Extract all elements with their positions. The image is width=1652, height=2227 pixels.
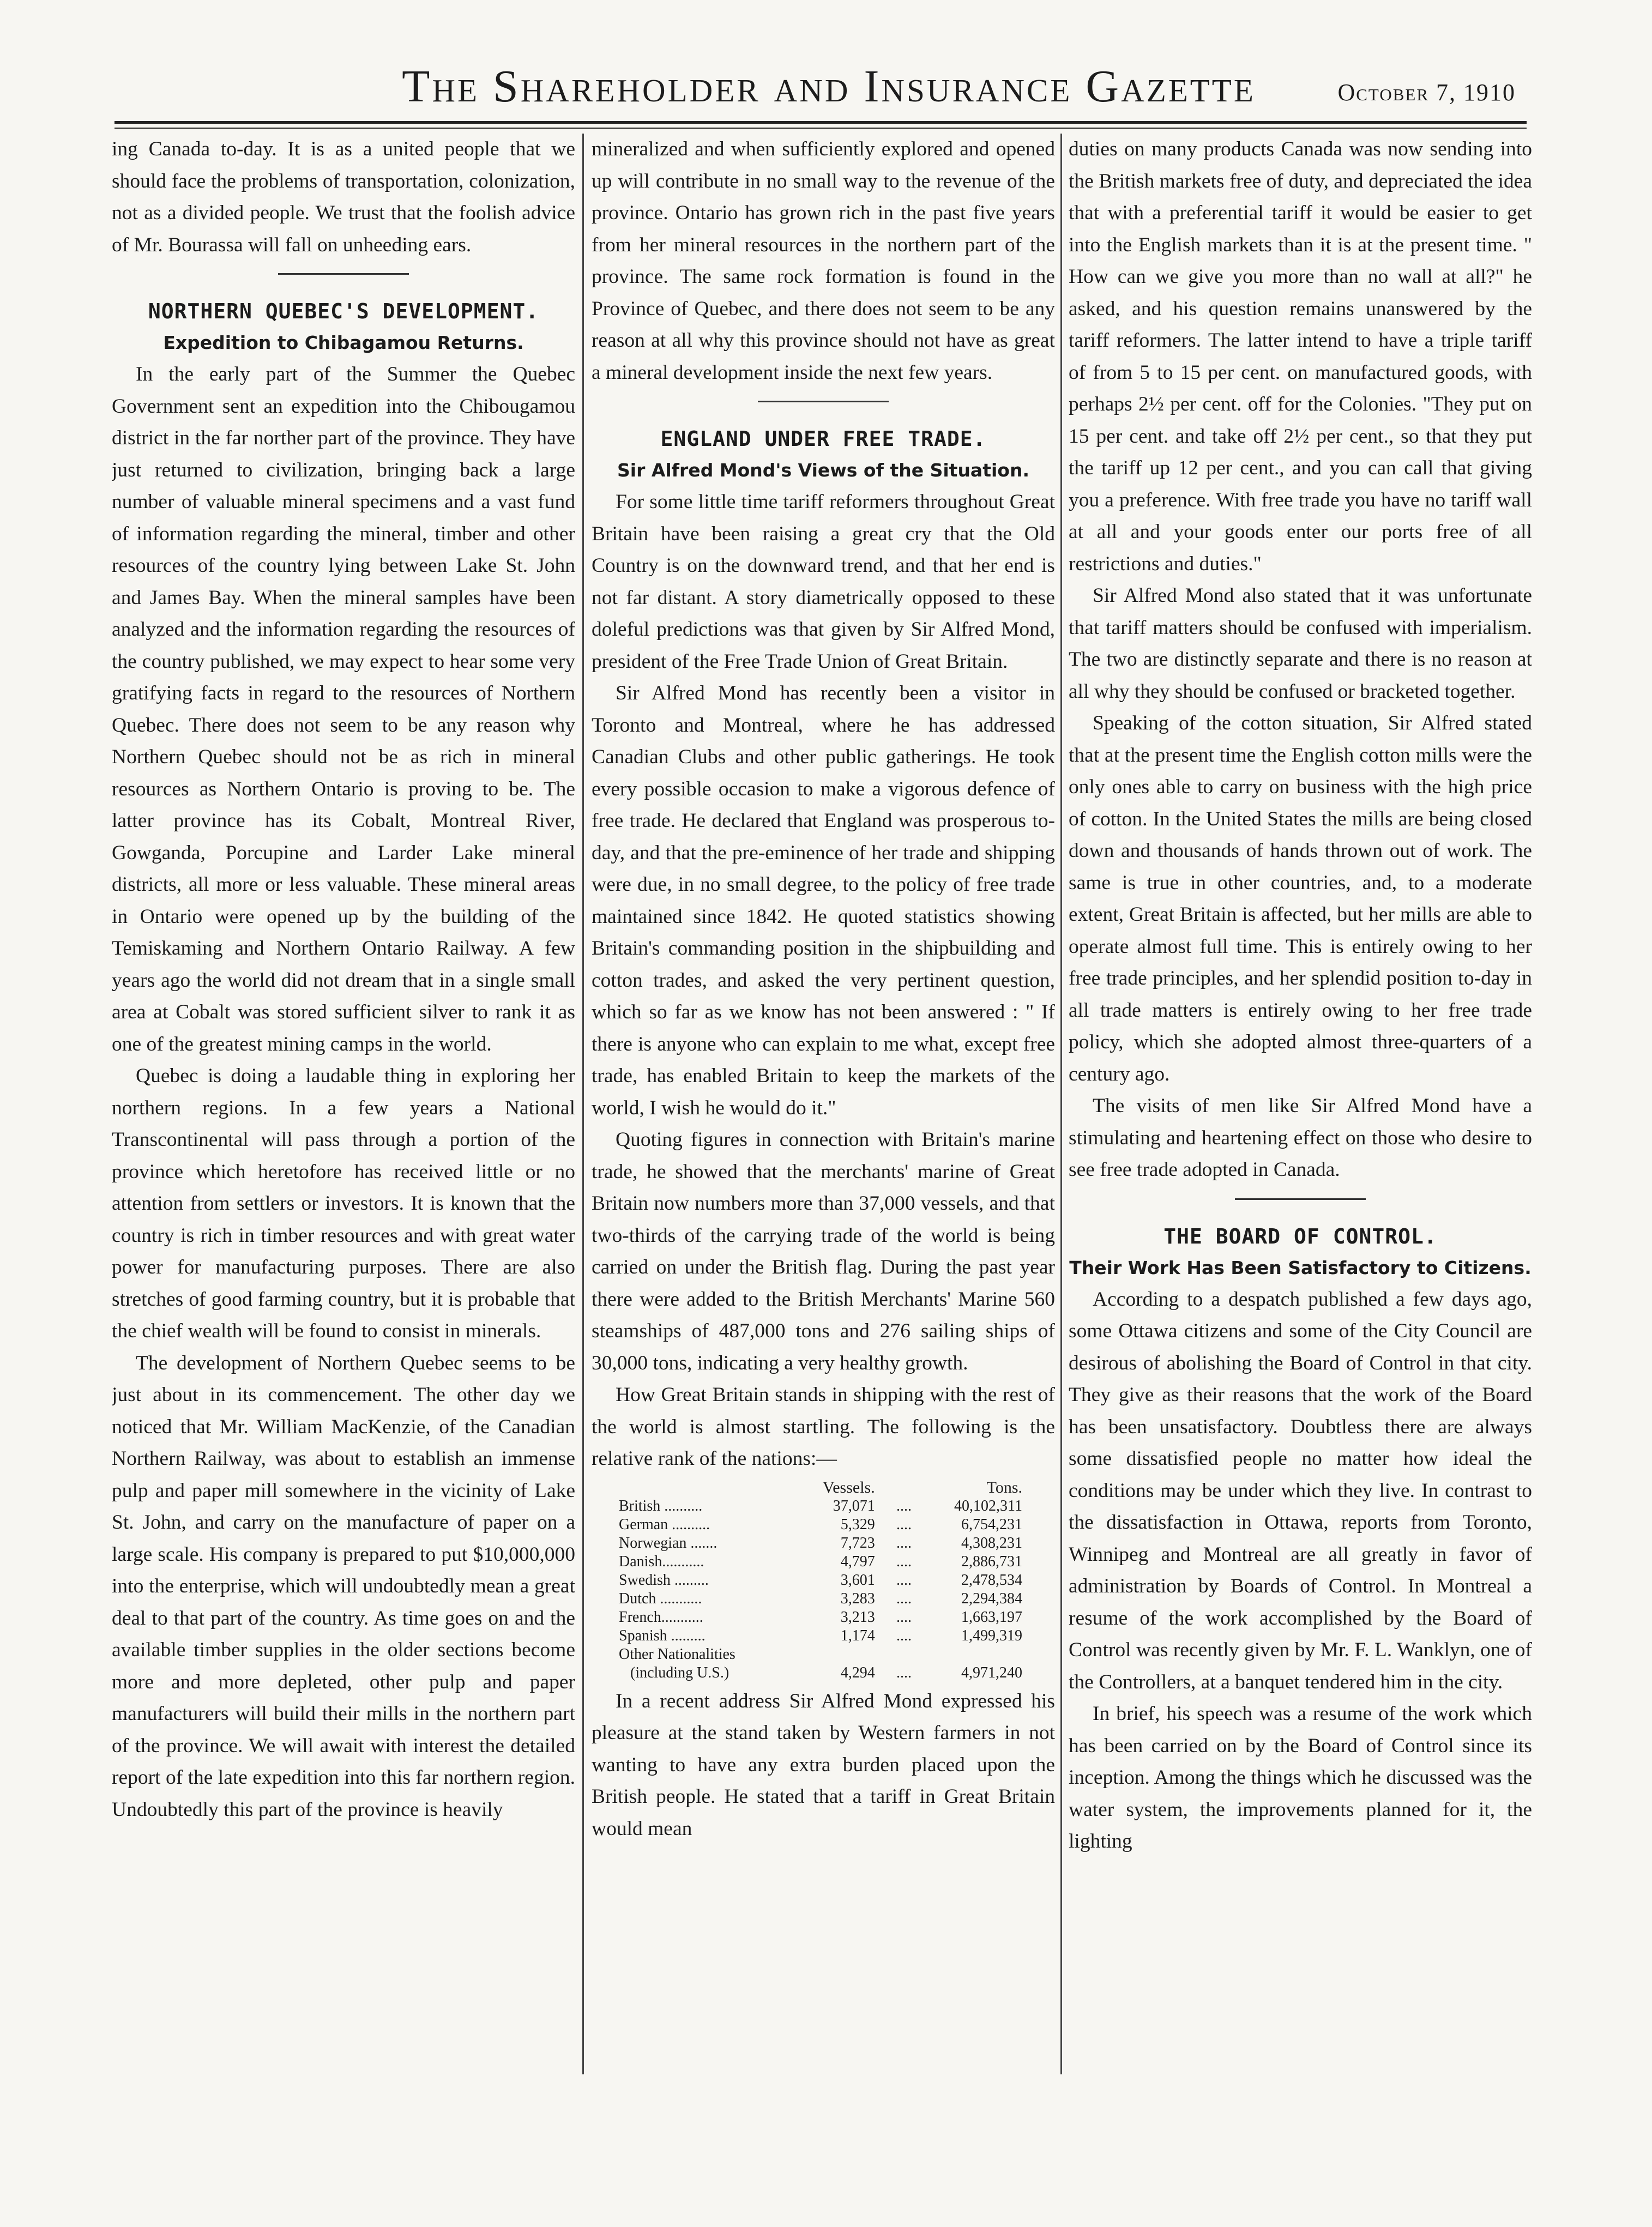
vessel-count: 3,601: [840, 1571, 875, 1589]
tonnage: 2,478,534: [961, 1571, 1022, 1589]
tonnage: 6,754,231: [961, 1516, 1022, 1533]
masthead-rule-thick: [114, 121, 1527, 124]
table-row-other: [613, 1645, 1028, 1682]
nation-name: British ..........: [619, 1497, 703, 1514]
section-rule: [758, 401, 889, 402]
nation-name: Norwegian .......: [619, 1534, 718, 1552]
article-subheading-northern-quebec: Expedition to Chibagamou Returns.: [163, 332, 524, 353]
vessel-count: 1,174: [840, 1627, 875, 1644]
table-row: [613, 1553, 1028, 1571]
col1-continuation: ing Canada to-day. It is as a united people that we should face the problems of transportation, colonization, not as a divided people. We trust that the foolish advice of Mr. Bourassa will fall on unheeding ears.: [112, 138, 575, 256]
article-paragraph: Quoting figures in connection with Britain's marine trade, he showed that the merchants' marine of Great Britain now numbers more than 37,000 vessels, and that two-thirds of the carrying trade of the world is being carried on under the British flag. During the past year there were added to the British Merchants' Marine 560 steamships of 487,000 tons and 276 sailing ships of 30,000 tons, indicating a very healthy growth.: [592, 1128, 1055, 1374]
table-row: [613, 1497, 1028, 1516]
column-divider-2: [1060, 134, 1062, 2074]
article-paragraph: For some little time tariff reformers throughout Great Britain have been raising a great cry that the Old Country is on the downward trend, and that her end is not far distant. A story diametrically opposed to these doleful predictions was that given by Sir Alfred Mond, president of the Free Trade Union of Great Britain.: [592, 491, 1055, 673]
vessel-count: 4,797: [840, 1553, 875, 1570]
vessel-count: 4,294: [840, 1664, 875, 1681]
leader-dots: ....: [896, 1534, 912, 1552]
article-paragraph: In brief, his speech was a resume of the work which has been carried on by the Board of Control since its inception. Among the things which he discussed was the water system, the improvements planned for it, the lighting: [1069, 1703, 1532, 1852]
section-rule: [278, 273, 409, 275]
leader-dots: ....: [896, 1553, 912, 1570]
shipping-table: [613, 1478, 1028, 1682]
leader-dots: ....: [896, 1571, 912, 1589]
table-row: [613, 1516, 1028, 1534]
tonnage: 40,102,311: [954, 1497, 1022, 1514]
nation-name: Danish...........: [619, 1553, 704, 1570]
article-paragraph: How Great Britain stands in shipping with the rest of the world is almost startling. The following is the relative rank of the nations:—: [592, 1384, 1055, 1470]
article-paragraph: In the early part of the Summer the Quebec Government sent an expedition into the Chibougamou district in the far norther part of the province. They have just returned to civilization, bringing back a large number of valuable mineral specimens and a vast fund of information regarding the mineral, timber and other resources of the country lying between Lake St. John and James Bay. When the mineral samples have been analyzed and the information regarding the resources of the country published, we may expect to hear some very gratifying facts in regard to the resources of Northern Quebec. There does not seem to be any reason why Northern Quebec should not be as rich in mineral resources as Northern Ontario is proving to be. The latter province has its Cobalt, Montreal River, Gowganda, Porcupine and Larder Lake mineral districts, all more or less valuable. These mineral areas in Ontario were opened up by the building of the Temiskaming and Northern Ontario Railway. A few years ago the world did not dream that in a single small area at Cobalt was stored sufficient silver to rank it as one of the greatest mining camps in the world.: [112, 363, 575, 1055]
article-subheading-board-of-control: Their Work Has Been Satisfactory to Citizens.: [1069, 1257, 1532, 1278]
leader-dots: ....: [896, 1664, 912, 1681]
masthead: [109, 60, 1527, 120]
nation-name: Dutch ...........: [619, 1590, 702, 1607]
table-row: [613, 1590, 1028, 1608]
article-heading-northern-quebec: NORTHERN QUEBEC'S DEVELOPMENT.: [148, 299, 539, 323]
nation-name: Spanish .........: [619, 1627, 706, 1644]
col2-continuation: mineralized and when sufficiently explored and opened up will contribute in no small way to the revenue of the province. Ontario has grown rich in the past five years from her mineral resources in the northern part of the province. The same rock formation is found in the Province of Quebec, and there does not seem to be any reason at all why this province should not have as great a mineral development inside the next few years.: [592, 138, 1055, 384]
table-row: [613, 1534, 1028, 1553]
vessel-count: 3,283: [840, 1590, 875, 1607]
masthead-rule-thin: [114, 128, 1527, 129]
nation-name: Swedish .........: [619, 1571, 709, 1589]
column-3: [1069, 134, 1532, 2074]
section-rule: [1235, 1198, 1366, 1200]
tonnage: 4,308,231: [961, 1534, 1022, 1552]
article-paragraph: Quebec is doing a laudable thing in exploring her northern regions. In a few years a National Transcontinental will pass through a portion of the province which heretofore has received little or no attention from settlers or investors. It is known that the country is rich in timber resources and with great water power for manufacturing purposes. There are also stretches of good farming country, but it is probable that the chief wealth will be found to consist in minerals.: [112, 1065, 575, 1342]
article-subheading-england-free-trade: Sir Alfred Mond's Views of the Situation.: [617, 460, 1029, 481]
leader-dots: ....: [896, 1627, 912, 1644]
article-paragraph: Sir Alfred Mond has recently been a visitor in Toronto and Montreal, where he has addressed Canadian Clubs and other public gatherings. He took every possible occasion to make a vigorous defence of free trade. He declared that England was prosperous to-day, and that the pre-eminence of her trade and shipping were due, in no small degree, to the policy of free trade maintained since 1842. He quoted statistics showing Britain's commanding position in the shipbuilding and cotton trades, and asked the very pertinent question, which so far as we know has not been answered : " If there is anyone who can explain to me what, except free trade, has enabled Britain to keep the markets of the world, I wish he would do it.": [592, 682, 1055, 1119]
nation-name: Other Nationalities (including U.S.): [619, 1645, 735, 1681]
leader-dots: ....: [896, 1516, 912, 1533]
article-paragraph: In a recent address Sir Alfred Mond expressed his pleasure at the stand taken by Western farmers in not wanting to have any extra burden placed upon the British people. He stated that a tariff in Great Britain would mean: [592, 1689, 1055, 1840]
column-header-tons: Tons.: [986, 1478, 1022, 1496]
nation-name: French...........: [619, 1608, 703, 1626]
table-row: [613, 1608, 1028, 1627]
leader-dots: ....: [896, 1608, 912, 1626]
nation-name: German ..........: [619, 1516, 710, 1533]
article-paragraph: Speaking of the cotton situation, Sir Alfred stated that at the present time the English cotton mills were the only ones able to carry on business with the high price of cotton. In the United States the mills are being closed down and thousands of hands thrown out of work. The same is true in other countries, and, to a moderate extent, Great Britain is affected, but her mills are able to operate almost full time. This is entirely owing to her free trade principles, and her splendid position to-day in all trade matters is entirely owing to her free trade policy, which she adopted almost three-quarters of a century ago.: [1069, 712, 1532, 1085]
article-heading-england-free-trade: ENGLAND UNDER FREE TRADE.: [660, 427, 986, 451]
issue-date: October 7, 1910: [1337, 79, 1516, 106]
tonnage: 4,971,240: [961, 1664, 1022, 1681]
vessel-count: 5,329: [840, 1516, 875, 1533]
vessel-count: 3,213: [840, 1608, 875, 1626]
article-paragraph: According to a despatch published a few days ago, some Ottawa citizens and some of the City Council are desirous of abolishing the Board of Control in that city. They give as their reasons that the work of the Board has been unsatisfactory. Doubtless there are always some dissatisfied people no matter how ideal the conditions may be under which they live. In contrast to the dissatisfaction in Ottawa, reports from Toronto, Winnipeg and Montreal are all greatly in favor of administration by Boards of Control. In Montreal a resume of the work accomplished by the Board of Control was recently given by Mr. F. L. Wanklyn, one of the Controllers, at a banquet tendered him in the city.: [1069, 1288, 1532, 1693]
column-2: [592, 134, 1055, 2074]
column-1: [112, 134, 575, 2074]
column-header-vessels: Vessels.: [822, 1478, 875, 1496]
article-paragraph: The visits of men like Sir Alfred Mond have a stimulating and heartening effect on those who desire to see free trade adopted in Canada.: [1069, 1095, 1532, 1181]
table-row: [613, 1627, 1028, 1645]
article-heading-board-of-control: THE BOARD OF CONTROL.: [1163, 1224, 1437, 1248]
tonnage: 1,663,197: [961, 1608, 1022, 1626]
leader-dots: ....: [896, 1497, 912, 1514]
tonnage: 1,499,319: [961, 1627, 1022, 1644]
column-divider-1: [582, 134, 584, 2074]
vessel-count: 37,071: [833, 1497, 875, 1514]
newspaper-title: The Shareholder and Insurance Gazette: [402, 61, 1256, 112]
tonnage: 2,886,731: [961, 1553, 1022, 1570]
article-paragraph: The development of Northern Quebec seems to be just about in its commencement. The other day we noticed that Mr. William MacKenzie, of the Canadian Northern Railway, was about to establish an immense pulp and paper mill somewhere in the vicinity of Lake St. John, and carry on the manufacture of paper on a large scale. His company is prepared to put $10,000,000 into the enterprise, which will undoubtedly mean a great deal to that part of the country. As time goes on and the available timber supplies in the older sections become more and more depleted, other pulp and paper manufacturers will build their mills in the northern part of the province. We will await with interest the detailed report of the late expedition into this far northern region. Undoubtedly this part of the province is heavily: [112, 1351, 575, 1821]
vessel-count: 7,723: [840, 1534, 875, 1552]
col3-continuation: duties on many products Canada was now sending into the British markets free of duty, and depreciated the idea that with a preferential tariff it would be easier to get into the English markets than it is at the present time. " How can we give you more than no wall at all?" he asked, and his question remains unanswered by the tariff reformers. The latter intend to have a triple tariff of from 5 to 15 per cent. on manufactured goods, with perhaps 2½ per cent. off for the Colonies. "They put on 15 per cent. and take off 2½ per cent., so that they put the tariff up 12 per cent., and you can call that giving you a preference. With free trade you have no tariff wall at all and your goods enter our ports free of all restrictions and duties.": [1069, 138, 1532, 575]
table-row: [613, 1571, 1028, 1590]
tonnage: 2,294,384: [961, 1590, 1022, 1607]
article-paragraph: Sir Alfred Mond also stated that it was unfortunate that tariff matters should be confused with imperialism. The two are distinctly separate and there is no reason at all why they should be confused or bracketed together.: [1069, 584, 1532, 703]
leader-dots: ....: [896, 1590, 912, 1607]
